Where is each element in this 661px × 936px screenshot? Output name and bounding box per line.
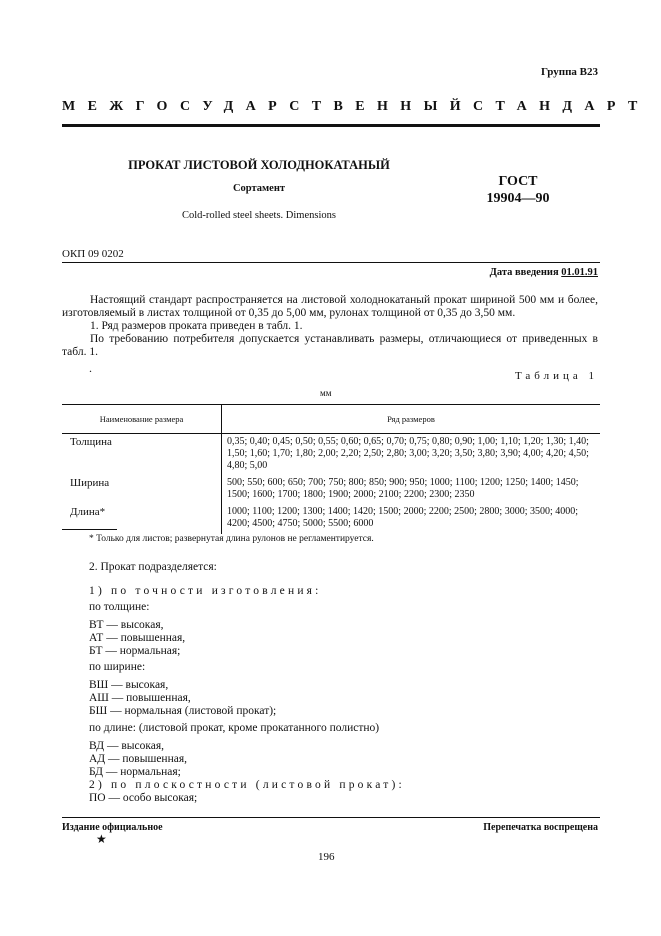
row-values-thickness: 0,35; 0,40; 0,45; 0,50; 0,55; 0,60; 0,65; 0,70; 0,75; 0,80; 0,90; 1,00; 1,10; 1,20; 1,30; 1,40; 1,50; 1,60; 1,70; 1,80; 2,00; 2,20; 2,50; 2,80; 3,00; 3,20; 3,50; 3,80; 3,90; 4,00; 4,20; 4,50; 4,80; 5,00 xyxy=(227,436,589,471)
table-row xyxy=(62,504,600,534)
row-name-thickness: Толщина xyxy=(62,434,222,476)
official-edition-label: Издание официальное xyxy=(62,822,163,833)
group-code: Группа В23 xyxy=(540,66,598,78)
effective-date xyxy=(400,267,598,278)
table-unit: мм xyxy=(320,388,332,398)
by-length-label: по длине: (листовой прокат, кроме прокатанного полистно) xyxy=(89,722,380,734)
effective-date-label: Дата введения xyxy=(489,267,559,278)
table-footnote: * Только для листов; развернутая длина рулонов не регламентируется. xyxy=(89,534,374,544)
footer-rule xyxy=(62,817,600,818)
row-values-width: 500; 550; 600; 650; 700; 750; 800; 850; 900; 950; 1000; 1100; 1200; 1250; 1400; 1450; 1500; 1600; 1700; 1800; 1900; 2000; 2100; 2200; 2300; 2350 xyxy=(227,477,579,500)
document-subtitle: Сортамент xyxy=(232,183,286,194)
by-thickness-label: по толщине: xyxy=(89,601,150,613)
flatness-header: 2) по плоскостности (листовой прокат): xyxy=(89,779,405,791)
table-caption: Таблица 1 xyxy=(514,370,598,382)
stray-dot: . xyxy=(89,361,92,375)
by-width-label: по ширине: xyxy=(89,661,146,673)
page-number: 196 xyxy=(318,851,335,863)
list-item: ВШ — высокая, xyxy=(89,679,169,691)
header-size-name: Наименование размера xyxy=(62,405,222,434)
list-item: АД — повышенная, xyxy=(89,753,187,765)
interstate-standard-heading xyxy=(62,99,650,115)
table-reference-paragraph: 1. Ряд размеров проката приведен в табл. 1. xyxy=(90,320,303,332)
star-icon: ★ xyxy=(96,832,107,846)
gost-number: 19904—90 xyxy=(486,191,550,206)
list-item: АТ — повышенная, xyxy=(89,632,186,644)
list-item: БД — нормальная; xyxy=(89,766,181,778)
footnote-rule xyxy=(62,529,117,530)
english-title: Cold-rolled steel sheets. Dimensions xyxy=(182,210,336,221)
effective-date-value: 01.01.91 xyxy=(561,267,598,278)
gost-label: ГОСТ xyxy=(498,174,538,189)
list-item: ПО — особо высокая; xyxy=(89,792,198,804)
list-item: БШ — нормальная (листовой прокат); xyxy=(89,705,277,717)
list-item: БТ — нормальная; xyxy=(89,645,181,657)
list-item: ВТ — высокая, xyxy=(89,619,164,631)
table-row xyxy=(62,434,600,476)
okp-rule xyxy=(62,262,600,263)
accuracy-header: 1) по точности изготовления: xyxy=(89,585,322,597)
row-values-length: 1000; 1100; 1200; 1300; 1400; 1420; 1500; 2000; 2200; 2500; 2800; 3000; 3500; 4000; 4200; 4500; 4750; 5000; 5500; 6000 xyxy=(227,506,579,529)
intro-paragraph: Настоящий стандарт распространяется на листовой холоднокатаный прокат шириной 500 мм и более, изготовляемый в листах толщиной от 0,35 до 5,00 мм, рулонах толщиной от 0,35 до 3,50 мм. xyxy=(62,294,598,319)
heading-word-standard: СТАНДАРТ xyxy=(473,99,650,114)
reprint-prohibited-label: Перепечатка воспрещена xyxy=(483,822,598,833)
row-name-length: Длина* xyxy=(62,504,222,534)
header-size-series: Ряд размеров xyxy=(222,405,601,434)
custom-sizes-paragraph: По требованию потребителя допускается устанавливать размеры, отличающиеся от приведенных в табл. 1. xyxy=(62,333,598,358)
heading-word-interstate: МЕЖГОСУДАРСТВЕННЫЙ xyxy=(62,99,474,114)
row-name-width: Ширина xyxy=(62,475,222,504)
list-item: АШ — повышенная, xyxy=(89,692,191,704)
document-title: ПРОКАТ ЛИСТОВОЙ ХОЛОДНОКАТАНЫЙ xyxy=(128,158,390,172)
dimensions-table xyxy=(62,404,600,534)
okp-code: ОКП 09 0202 xyxy=(62,248,124,260)
list-item: ВД — высокая, xyxy=(89,740,165,752)
heading-rule xyxy=(62,124,600,127)
table-header-row xyxy=(62,405,600,434)
table-row xyxy=(62,475,600,504)
classification-intro: 2. Прокат подразделяется: xyxy=(89,561,217,573)
gost-designation xyxy=(478,173,558,207)
